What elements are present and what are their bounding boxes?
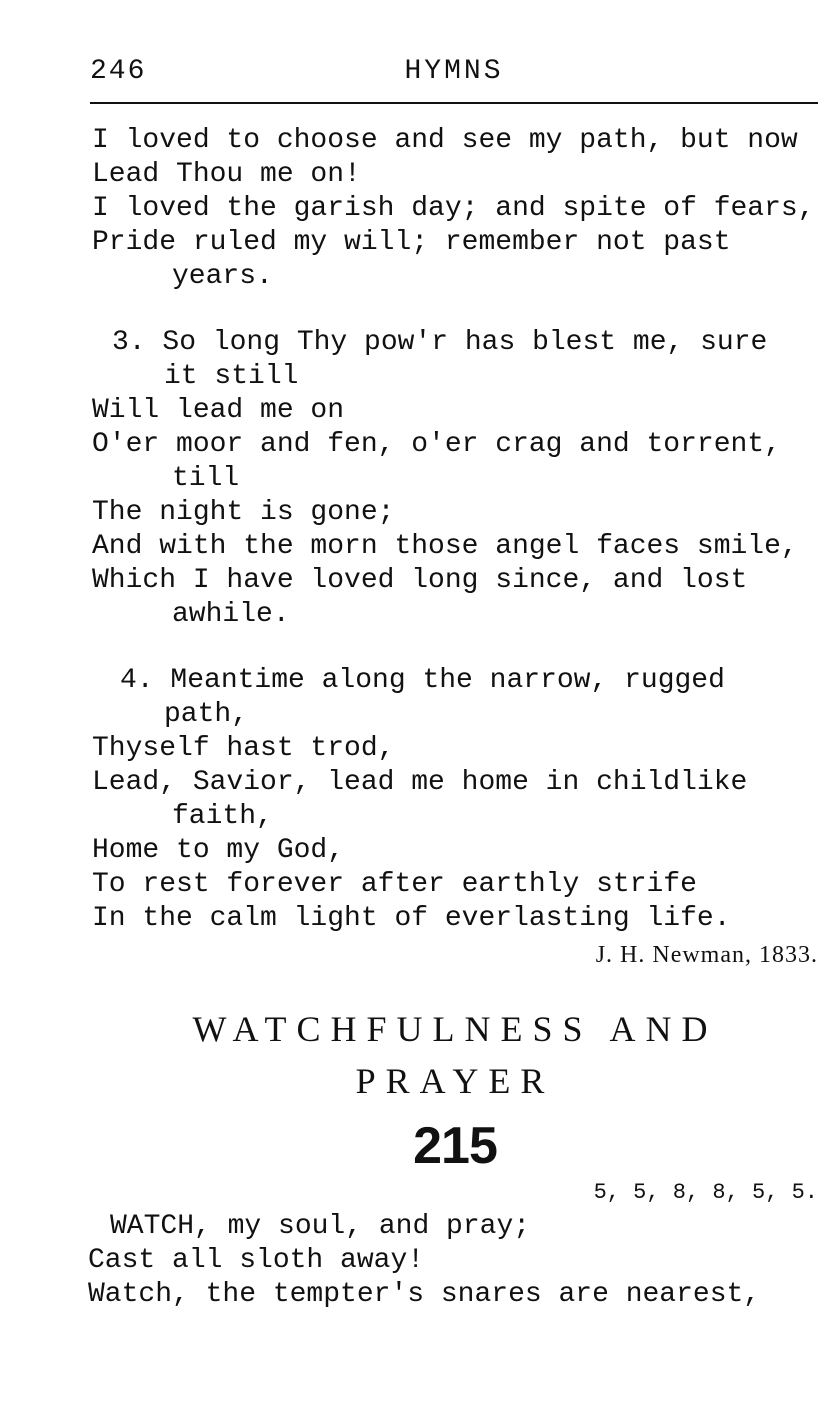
hymn-line-continuation: till bbox=[172, 463, 240, 494]
section-title-line-2: PRAYER bbox=[355, 1061, 555, 1101]
hymn-line-continuation: path, bbox=[164, 699, 249, 730]
hymn-line-continuation: years. bbox=[172, 261, 273, 292]
hymn-line: The night is gone; bbox=[92, 497, 395, 528]
hymn-line: To rest forever after earthly strife bbox=[92, 869, 697, 900]
verse-3-first-line: 3. So long Thy pow'r has blest me, sure bbox=[112, 327, 768, 358]
hymn-line-continuation: it still bbox=[164, 361, 299, 392]
header-rule bbox=[90, 102, 818, 104]
hymn-line: Will lead me on bbox=[92, 395, 345, 426]
hymn-line: Cast all sloth away! bbox=[88, 1245, 425, 1276]
hymn-first-line: WATCH, my soul, and pray; bbox=[110, 1211, 531, 1242]
page-header bbox=[90, 56, 818, 96]
verse-4-first-line: 4. Meantime along the narrow, rugged bbox=[120, 665, 725, 696]
hymn-line: Watch, the tempter's snares are nearest, bbox=[88, 1279, 761, 1310]
page-number: 246 bbox=[90, 56, 147, 87]
hymn-line: Lead Thou me on! bbox=[92, 159, 361, 190]
hymn-line: Lead, Savior, lead me home in childlike bbox=[92, 767, 748, 798]
hymn-line: I loved the garish day; and spite of fears, bbox=[92, 193, 815, 224]
hymn-line: I loved to choose and see my path, but now bbox=[92, 125, 798, 156]
hymn-line: O'er moor and fen, o'er crag and torrent, bbox=[92, 429, 781, 460]
hymn-line-continuation: faith, bbox=[172, 801, 273, 832]
hymn-line: Which I have loved long since, and lost bbox=[92, 565, 748, 596]
hymn-line-continuation: awhile. bbox=[172, 599, 290, 630]
author-attribution: J. H. Newman, 1833. bbox=[595, 942, 818, 968]
hymn-number: 215 bbox=[413, 1117, 497, 1175]
section-title-line-1: WATCHFULNESS AND bbox=[192, 1009, 718, 1049]
hymn-line: Pride ruled my will; remember not past bbox=[92, 227, 731, 258]
hymn-line: Home to my God, bbox=[92, 835, 345, 866]
hymn-line: In the calm light of everlasting life. bbox=[92, 903, 731, 934]
hymn-line: And with the morn those angel faces smile, bbox=[92, 531, 798, 562]
running-head: HYMNS bbox=[404, 56, 504, 87]
hymn-meter: 5, 5, 8, 8, 5, 5. bbox=[593, 1180, 818, 1205]
hymn-line: Thyself hast trod, bbox=[92, 733, 395, 764]
